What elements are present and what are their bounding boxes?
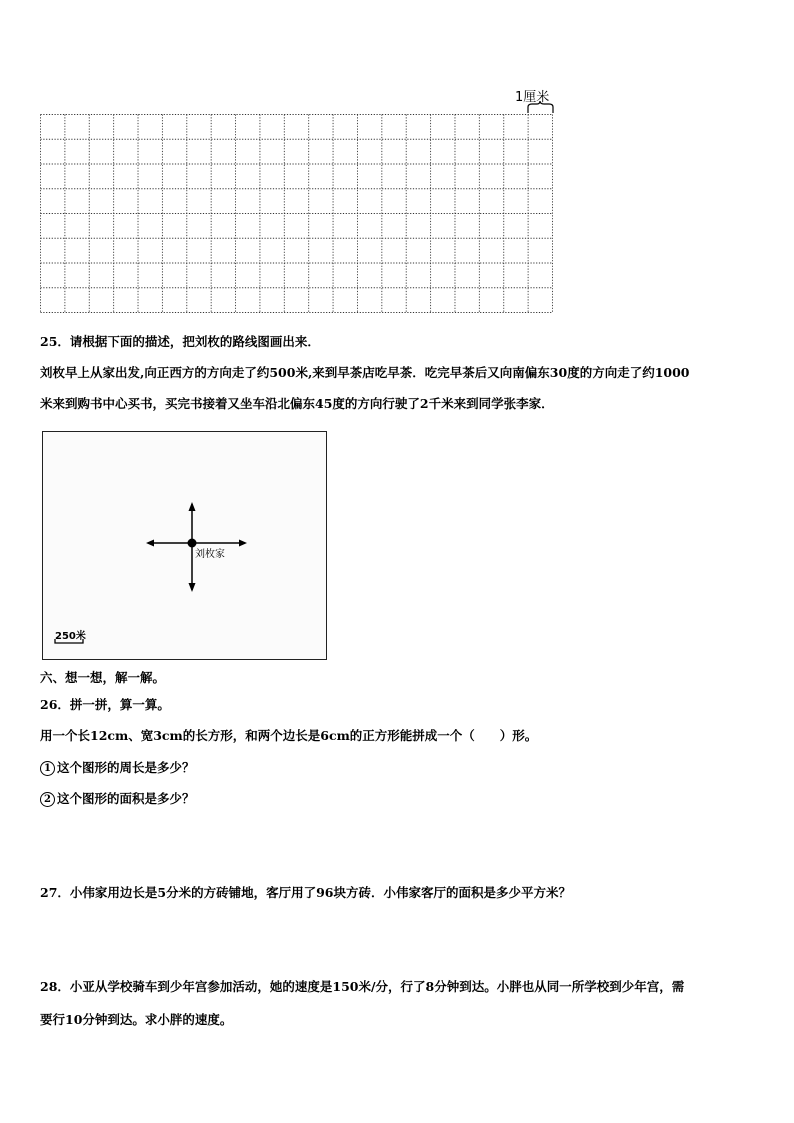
- q26-sub1-text: 这个图形的周长是多少？: [57, 760, 195, 775]
- q26-title: 26．拼一拼，算一算。: [40, 697, 170, 712]
- section6-title: 六、想一想，解一解。: [40, 670, 166, 685]
- home-label: 刘枚家: [195, 549, 225, 560]
- south-arrow-icon: [189, 583, 196, 592]
- east-arrow-icon: [239, 540, 247, 547]
- circled-number-2: 2: [40, 792, 55, 807]
- grid-scale-label: 1厘米: [515, 90, 550, 105]
- grid-paper: [40, 114, 554, 314]
- q25-title: 25．请根据下面的描述，把刘枚的路线图画出来．: [40, 334, 320, 349]
- q26-sub2: [40, 791, 195, 807]
- compass-diagram: [43, 432, 326, 659]
- q25-text-line2: 米来到购书中心买书，买完书接着又坐车沿北偏东45度的方向行驶了2千米来到同学张李家．: [40, 396, 554, 411]
- q27-text: 27．小伟家用边长是5分米的方砖铺地，客厅用了96块方砖．小伟家客厅的面积是多少平方米？: [40, 885, 571, 900]
- q25-text-line1: 刘枚早上从家出发,向正西方的方向走了约500米,来到早茶店吃早茶．吃完早茶后又向南偏东30度的方向走了约1000: [40, 365, 690, 380]
- circled-number-1: 1: [40, 761, 55, 776]
- q26-sub1: [40, 760, 195, 776]
- scale-bracket-icon: [526, 101, 556, 115]
- north-arrow-icon: [189, 502, 196, 511]
- q28-text-line2: 要行10分钟到达。求小胖的速度。: [40, 1012, 233, 1027]
- west-arrow-icon: [146, 540, 154, 547]
- map-scale-label: 250米: [55, 631, 86, 642]
- q28-text-line1: 28．小亚从学校骑车到少年宫参加活动，她的速度是150米/分，行了8分钟到达。小胖也从同一所学校到少年宫，需: [40, 979, 685, 994]
- route-map: [42, 431, 327, 660]
- q26-sub2-text: 这个图形的面积是多少？: [57, 791, 195, 806]
- q26-statement: 用一个长12cm、宽3cm的长方形，和两个边长是6cm的正方形能拼成一个（ ）形。: [40, 728, 538, 743]
